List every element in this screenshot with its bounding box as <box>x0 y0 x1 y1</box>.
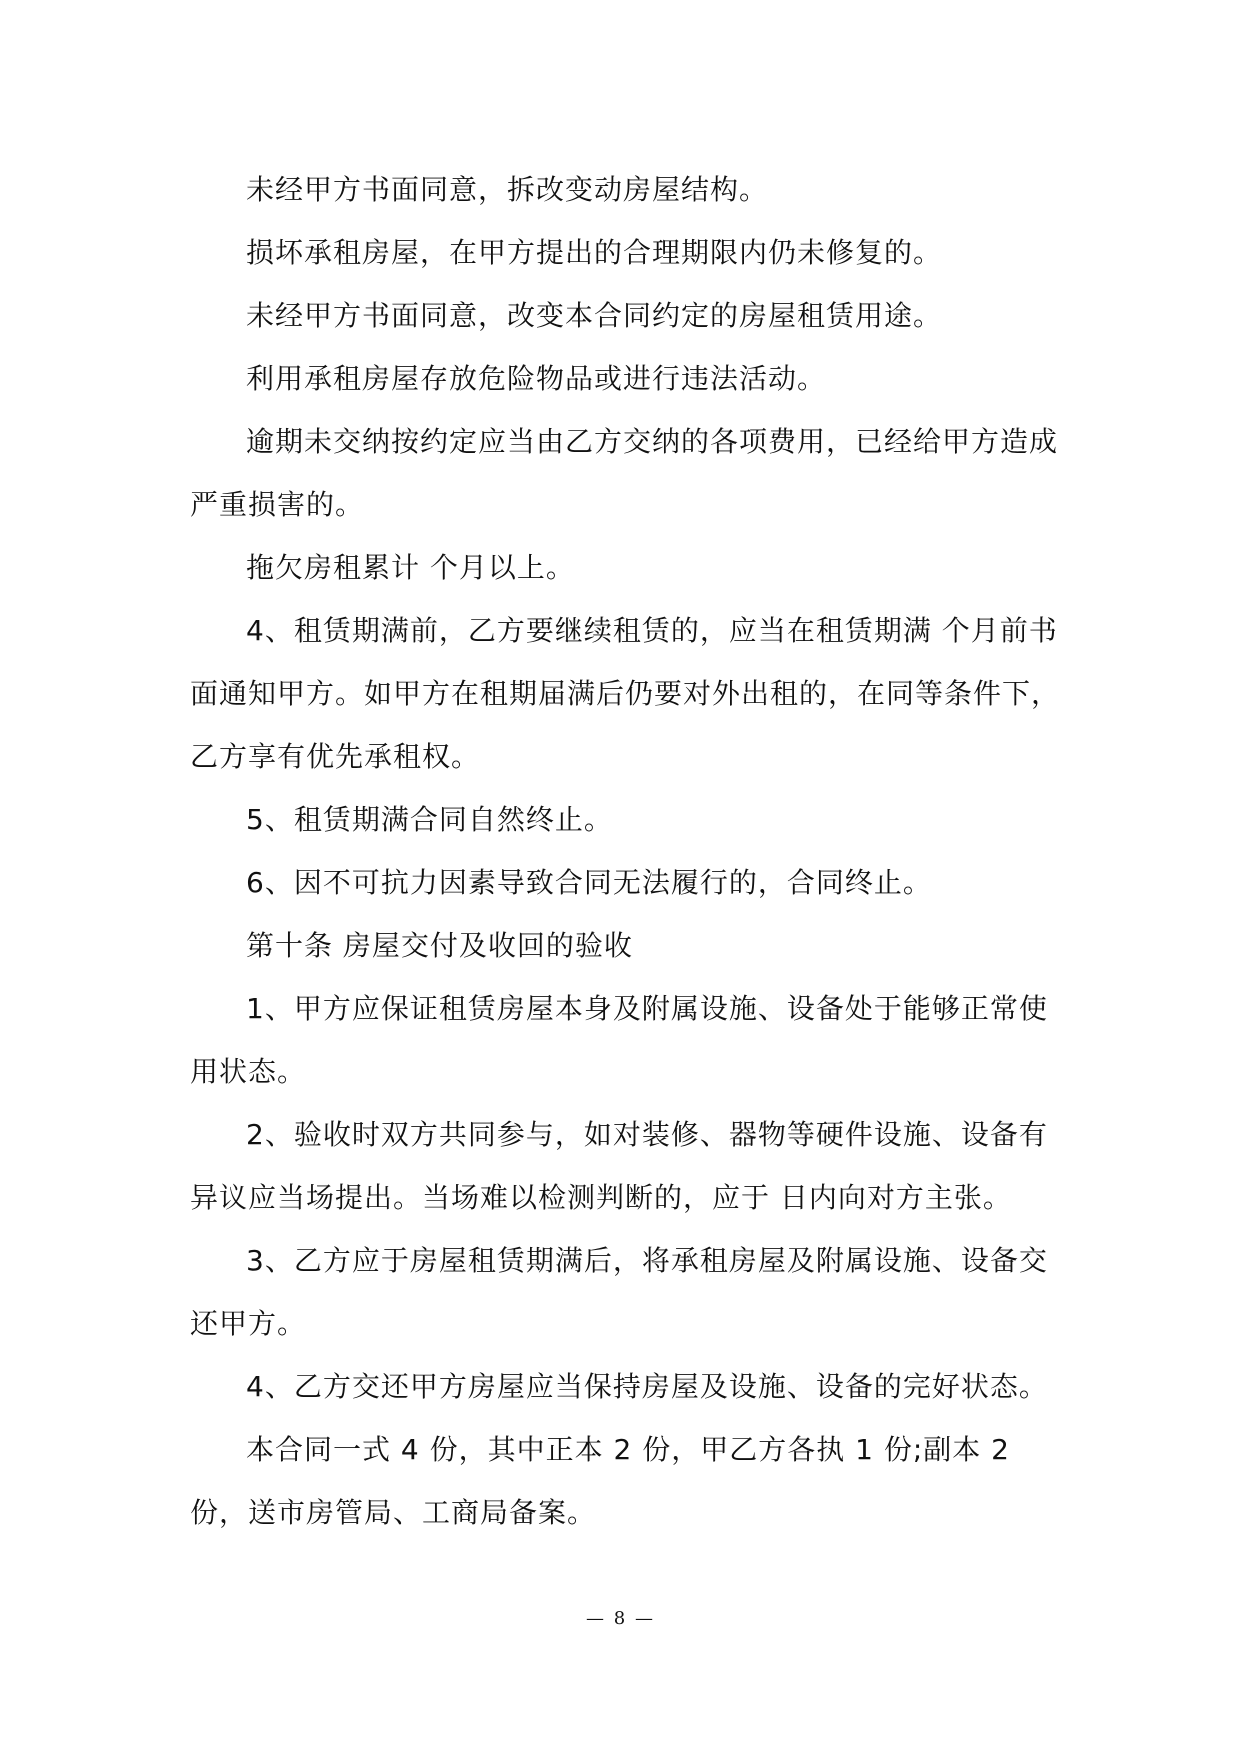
paragraph: 6、因不可抗力因素导致合同无法履行的，合同终止。 <box>246 866 932 899</box>
paragraph: 本合同一式 4 份，其中正本 2 份，甲乙方各执 1 份;副本 2 份，送市房管局、工商局备案。 <box>190 1433 1010 1529</box>
paragraph: 未经甲方书面同意，拆改变动房屋结构。 <box>246 173 769 206</box>
paragraph: 损坏承租房屋，在甲方提出的合理期限内仍未修复的。 <box>246 236 943 269</box>
paragraph: 利用承租房屋存放危险物品或进行违法活动。 <box>246 362 827 395</box>
section-heading: 第十条 房屋交付及收回的验收 <box>246 929 633 962</box>
paragraph: 逾期未交纳按约定应当由乙方交纳的各项费用，已经给甲方造成严重损害的。 <box>190 425 1059 521</box>
paragraph: 5、租赁期满合同自然终止。 <box>246 803 613 836</box>
paragraph: 3、乙方应于房屋租赁期满后，将承租房屋及附属设施、设备交还甲方。 <box>190 1244 1048 1340</box>
page-number: — 8 — <box>586 1608 655 1629</box>
paragraph: 4、乙方交还甲方房屋应当保持房屋及设施、设备的完好状态。 <box>246 1370 1048 1403</box>
paragraph: 1、甲方应保证租赁房屋本身及附属设施、设备处于能够正常使用状态。 <box>190 992 1048 1088</box>
paragraph: 拖欠房租累计 个月以上。 <box>246 551 575 584</box>
paragraph: 4、租赁期满前，乙方要继续租赁的，应当在租赁期满 个月前书面通知甲方。如甲方在租期届满后仍要对外出租的，在同等条件下，乙方享有优先承租权。 <box>190 614 1061 773</box>
document-body <box>190 158 1070 1544</box>
paragraph: 未经甲方书面同意，改变本合同约定的房屋租赁用途。 <box>246 299 943 332</box>
paragraph: 2、验收时双方共同参与，如对装修、器物等硬件设施、设备有异议应当场提出。当场难以检测判断的，应于 日内向对方主张。 <box>190 1118 1048 1214</box>
